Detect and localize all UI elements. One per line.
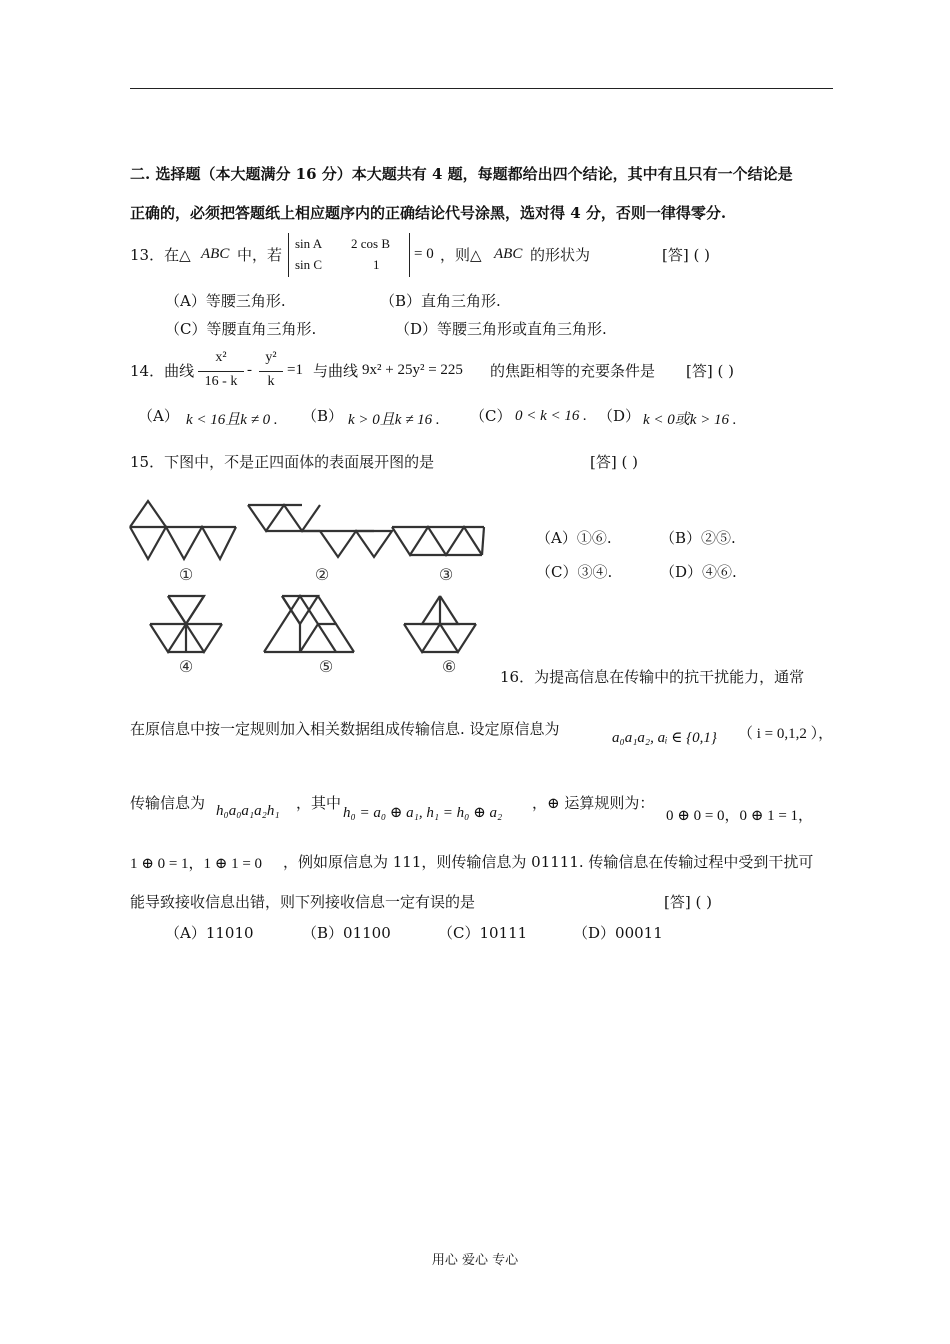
net-label-2: ②: [314, 565, 330, 584]
det-d: 1: [373, 257, 380, 272]
net-3: [392, 527, 484, 555]
det-c: sin C: [295, 257, 323, 272]
q14-eq1: =1: [287, 362, 303, 378]
net-label-1: ①: [178, 565, 194, 584]
net-6: [404, 596, 476, 652]
q15-option-b: （B）②⑤.: [660, 529, 736, 547]
q14-frac1-den: 16 - k: [204, 374, 238, 389]
q14-option-d: k < 0或k > 16 .: [643, 412, 737, 428]
q16-option-d: （D）00011: [573, 924, 663, 942]
q14-tail: 的焦距相等的充要条件是: [490, 362, 656, 380]
q16-h-def: h₀ = a₀ ⊕ a₁, h₁ = h₀ ⊕ a₂: [343, 805, 503, 821]
q16-index: （ i = 0,1,2 ），: [738, 726, 834, 742]
q13-answer: [答] ( ): [662, 246, 710, 264]
q16-line4: ，例如原信息为 111，则传输信息为 01111. 传输信息在传输过程中受到干扰可: [283, 853, 814, 871]
q16-line5: 能导致接收信息出错，则下列接收信息一定有误的是: [130, 893, 476, 911]
q14-option-c: 0 < k < 16 .: [515, 408, 587, 424]
q13-option-b: （B）直角三角形.: [380, 292, 501, 310]
q13-mid: 中，若: [237, 246, 283, 264]
net-label-6: ⑥: [441, 657, 457, 676]
q14-option-d-label: （D）: [598, 407, 641, 425]
q15-option-c: （C）③④.: [536, 563, 613, 581]
q16-line3a: 传输信息为: [130, 794, 206, 812]
q13-abc: ABC: [201, 246, 230, 262]
net-label-3: ③: [438, 565, 454, 584]
section-intro-line2: 正确的，必须把答题纸上相应题序内的正确结论代号涂黑，选对得 4 分，否则一律得零分.: [130, 204, 727, 222]
net-5: [264, 596, 354, 652]
q16-line3b: ，其中: [296, 794, 342, 812]
q16-rule1: 0 ⊕ 0 = 0，0 ⊕ 1 = 1，: [666, 808, 814, 824]
section-intro-line1: 二. 选择题（本大题满分 16 分）本大题共有 4 题，每题都给出四个结论，其中有且只有一个结论是: [130, 165, 793, 183]
q16-seq: a₀a₁a₂, aᵢ ∈ {0,1}: [612, 730, 717, 746]
q16-line1: 16．为提高信息在传输中的抗干扰能力，通常: [500, 668, 805, 686]
net-2: [248, 505, 392, 557]
q16-option-a: （A）11010: [165, 924, 254, 942]
q14-option-a: k < 16且k ≠ 0 .: [186, 412, 278, 428]
q16-answer: [答] ( ): [664, 893, 712, 911]
q15-answer: [答] ( ): [590, 453, 638, 471]
q14-option-a-label: （A）: [138, 407, 179, 425]
q16-line2: 在原信息中按一定规则加入相关数据组成传输信息. 设定原信息为: [130, 720, 560, 738]
q14-option-c-label: （C）: [470, 407, 512, 425]
q13-number: 13．在△: [130, 246, 191, 264]
q14-option-b-label: （B）: [302, 407, 344, 425]
q14-frac2-num: y²: [265, 350, 277, 365]
q14-minus: -: [247, 362, 252, 378]
q14-curve: 9x² + 25y² = 225: [362, 362, 463, 378]
q14-frac1-num: x²: [215, 350, 227, 365]
q15-option-a: （A）①⑥.: [536, 529, 612, 547]
q15-option-d: （D）④⑥.: [660, 563, 737, 581]
net-label-4: ④: [178, 657, 194, 676]
net-label-5: ⑤: [318, 657, 334, 676]
q14-number: 14．曲线: [130, 362, 195, 380]
q13-option-a: （A）等腰三角形.: [165, 292, 286, 310]
page-footer: 用心 爱心 专心: [431, 1253, 519, 1268]
net-1: [130, 501, 236, 559]
q14-frac2-den: k: [267, 374, 275, 389]
det-a: sin A: [295, 236, 323, 251]
net-4: [150, 596, 222, 652]
q13-tail: ，则△: [440, 246, 482, 264]
q16-trans: h₀a₀a₁a₂h₁: [216, 803, 280, 819]
q14-answer: [答] ( ): [686, 362, 734, 380]
q13-abc2: ABC: [494, 246, 523, 262]
q14-mid: 与曲线: [313, 362, 359, 380]
q16-rule2: 1 ⊕ 0 = 1，1 ⊕ 1 = 0: [130, 856, 263, 872]
q14-option-b: k > 0且k ≠ 16 .: [348, 412, 440, 428]
q16-line3c: ，⊕ 运算规则为：: [532, 794, 655, 812]
q16-option-c: （C）10111: [438, 924, 528, 942]
q13-option-d: （D）等腰三角形或直角三角形.: [395, 320, 607, 338]
det-b: 2 cos B: [351, 236, 390, 251]
q13-tail2: 的形状为: [530, 246, 591, 264]
q16-option-b: （B）01100: [302, 924, 391, 942]
q15-text: 15．下图中，不是正四面体的表面展开图的是: [130, 453, 435, 471]
q13-option-c: （C）等腰直角三角形.: [165, 320, 317, 338]
q13-eq: = 0: [414, 246, 434, 262]
